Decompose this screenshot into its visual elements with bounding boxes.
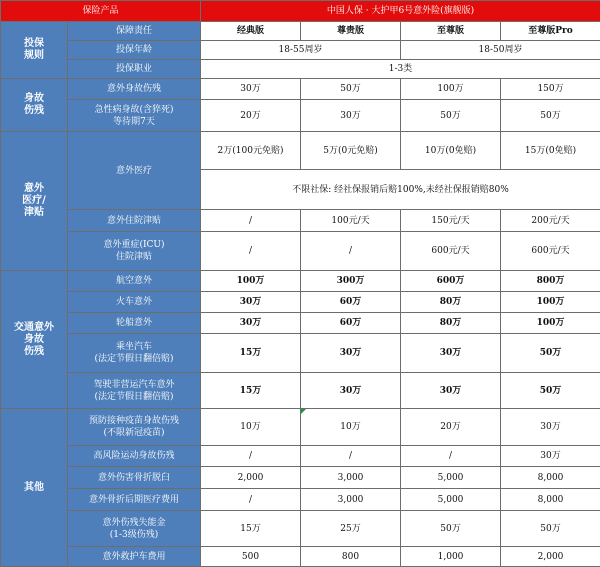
cell-value: 15万	[201, 373, 301, 409]
row-label: 预防接种疫苗身故伤残 (不限新冠疫苗)	[68, 409, 201, 446]
cell-value: 5万(0元免赔)	[301, 132, 401, 170]
cell-value: 30万	[501, 446, 600, 467]
cell-value: /	[201, 489, 301, 511]
cell-value: 30万	[201, 292, 301, 313]
cell-value: /	[201, 232, 301, 271]
cell-value: 100万	[201, 271, 301, 292]
age-range-a: 18-55周岁	[201, 41, 401, 60]
cell-value: 2,000	[501, 547, 600, 567]
row-label: 意外重症(ICU) 住院津贴	[68, 232, 201, 271]
table-row	[1, 232, 600, 271]
table-row	[1, 292, 600, 313]
cell-value: 15万	[201, 334, 301, 373]
row-label: 意外伤害骨折脱臼	[68, 467, 201, 489]
cell-value: 300万	[301, 271, 401, 292]
row-label: 意外住院津贴	[68, 210, 201, 232]
cell-value: 30万	[301, 373, 401, 409]
cell-value: 100万	[501, 292, 600, 313]
occupation-value: 1-3类	[201, 60, 600, 79]
table-row	[1, 100, 600, 132]
cell-value: 80万	[401, 313, 501, 334]
cell-value: 30万	[401, 334, 501, 373]
cell-value: /	[301, 232, 401, 271]
cell-value: 60万	[301, 292, 401, 313]
cell-value: 600元/天	[501, 232, 600, 271]
cell-value: /	[401, 446, 501, 467]
green-marker-icon	[301, 409, 306, 414]
plan-name: 至尊版Pro	[501, 22, 600, 41]
row-label: 急性病身故(含猝死) 等待期7天	[68, 100, 201, 132]
category-traffic: 交通意外 身故 伤残	[1, 271, 68, 409]
cell-value: 20万	[401, 409, 501, 446]
cell-value: 500	[201, 547, 301, 567]
table-row	[1, 60, 600, 79]
cell-value: 60万	[301, 313, 401, 334]
cell-value: 200元/天	[501, 210, 600, 232]
cell-value: 5,000	[401, 467, 501, 489]
cell-value: 25万	[301, 511, 401, 547]
cell-value: 50万	[501, 511, 600, 547]
cell-value: 600万	[401, 271, 501, 292]
table-row	[1, 489, 600, 511]
table-row	[1, 409, 600, 446]
row-label: 高风险运动身故伤残	[68, 446, 201, 467]
cell-value: 5,000	[401, 489, 501, 511]
row-label: 意外身故伤残	[68, 79, 201, 100]
table-row	[1, 511, 600, 547]
table-row	[1, 210, 600, 232]
row-label: 保障责任	[68, 22, 201, 41]
cell-value: 50万	[401, 511, 501, 547]
row-label: 投保职业	[68, 60, 201, 79]
row-label: 乘坐汽车 (法定节假日翻倍赔)	[68, 334, 201, 373]
cell-text: 10万	[340, 422, 360, 432]
row-label: 意外骨折后期医疗费用	[68, 489, 201, 511]
cell-value: 100元/天	[301, 210, 401, 232]
cell-value: /	[201, 210, 301, 232]
cell-value: 50万	[501, 334, 600, 373]
cell-value: 8,000	[501, 489, 600, 511]
table-row	[1, 79, 600, 100]
category-other: 其他	[1, 409, 68, 567]
cell-value: 100万	[501, 313, 600, 334]
cell-value: 600元/天	[401, 232, 501, 271]
row-label: 投保年龄	[68, 41, 201, 60]
cell-value: 30万	[201, 79, 301, 100]
header-row	[1, 1, 600, 22]
cell-value: 800	[301, 547, 401, 567]
cell-value: 30万	[501, 409, 600, 446]
row-label: 火车意外	[68, 292, 201, 313]
cell-value: 30万	[301, 100, 401, 132]
cell-value: 2,000	[201, 467, 301, 489]
cell-value: 80万	[401, 292, 501, 313]
category-rules: 投保 规则	[1, 22, 68, 79]
cell-value: 1,000	[401, 547, 501, 567]
row-label: 意外伤残失能金 (1-3级伤残)	[68, 511, 201, 547]
cell-value: /	[301, 446, 401, 467]
table-row	[1, 132, 600, 170]
plan-name: 经典版	[201, 22, 301, 41]
cell-value: 50万	[401, 100, 501, 132]
cell-value: 800万	[501, 271, 600, 292]
table-row	[1, 334, 600, 373]
cell-value: 30万	[301, 334, 401, 373]
medical-note: 不限社保: 经社保报销后赔100%,未经社保报销赔80%	[201, 170, 600, 210]
cell-value: 3,000	[301, 489, 401, 511]
cell-value: 30万	[201, 313, 301, 334]
cell-value: 50万	[301, 79, 401, 100]
cell-value	[301, 409, 401, 446]
row-label: 轮船意外	[68, 313, 201, 334]
product-label: 保险产品	[1, 1, 201, 22]
cell-value: 10万(0免赔)	[401, 132, 501, 170]
row-label: 驾驶非营运汽车意外 (法定节假日翻倍赔)	[68, 373, 201, 409]
cell-value: 50万	[501, 373, 600, 409]
cell-value: 100万	[401, 79, 501, 100]
table-row	[1, 22, 600, 41]
table-row	[1, 313, 600, 334]
cell-value: /	[201, 446, 301, 467]
cell-value: 20万	[201, 100, 301, 132]
cell-value: 3,000	[301, 467, 401, 489]
category-medical: 意外 医疗/ 津贴	[1, 132, 68, 271]
cell-value: 150万	[501, 79, 600, 100]
age-range-b: 18-50周岁	[401, 41, 600, 60]
row-label: 航空意外	[68, 271, 201, 292]
cell-value: 15万	[201, 511, 301, 547]
row-label: 意外医疗	[68, 132, 201, 210]
row-label: 意外救护车费用	[68, 547, 201, 567]
cell-value: 2万(100元免赔)	[201, 132, 301, 170]
cell-value: 150元/天	[401, 210, 501, 232]
cell-value: 50万	[501, 100, 600, 132]
table-row	[1, 547, 600, 567]
cell-value: 15万(0免赔)	[501, 132, 600, 170]
plan-name: 尊贵版	[301, 22, 401, 41]
table-row	[1, 373, 600, 409]
plan-name: 至尊版	[401, 22, 501, 41]
category-death: 身故 伤残	[1, 79, 68, 132]
table-row	[1, 467, 600, 489]
table-row	[1, 271, 600, 292]
product-name: 中国人保 · 大护甲6号意外险(旗舰版)	[201, 1, 600, 22]
cell-value: 10万	[201, 409, 301, 446]
cell-value: 30万	[401, 373, 501, 409]
table-row	[1, 41, 600, 60]
cell-value: 8,000	[501, 467, 600, 489]
table-row	[1, 446, 600, 467]
